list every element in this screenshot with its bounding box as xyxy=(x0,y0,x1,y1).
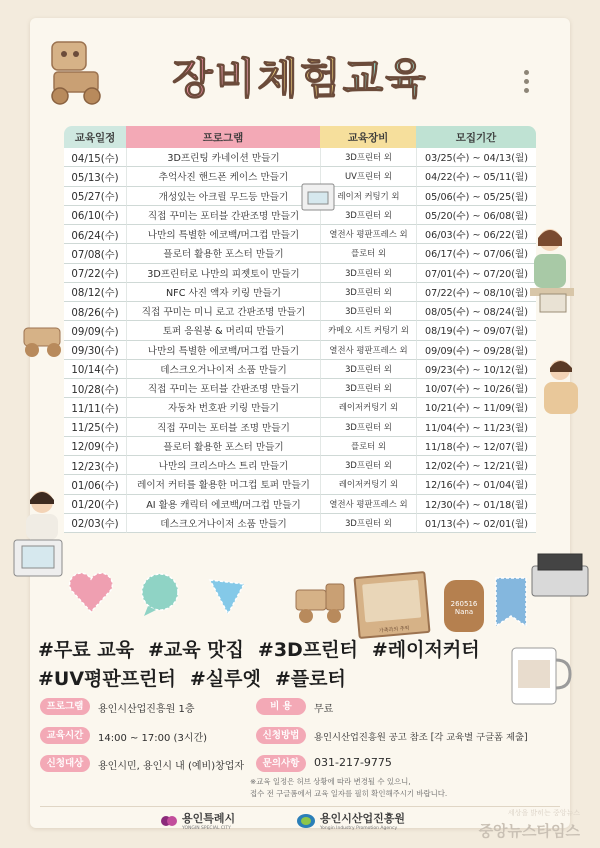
hashtag: #UV평판프린터 xyxy=(38,668,176,690)
row-program: 3D프린팅 카네이션 만들기 xyxy=(126,148,320,167)
row-program: 데스크오거나이저 소품 만들기 xyxy=(126,360,320,379)
row-date: 05/13(수) xyxy=(64,167,126,186)
frame-caption: 가족과의 추억 xyxy=(378,625,410,635)
program-label: 프로그램 xyxy=(40,698,90,715)
row-program: 자동차 번호판 키링 만들기 xyxy=(126,398,320,417)
agency-name-en: Yongin Industry Promotion Agency xyxy=(320,826,398,831)
row-equipment: 카메오 시트 커팅기 외 xyxy=(320,321,416,340)
heart-felt-icon xyxy=(66,570,116,616)
table-row xyxy=(64,283,536,302)
row-recruit-period: 05/06(수) ~ 05/25(월) xyxy=(416,187,536,206)
row-program: 토퍼 응원봉 & 머리띠 만들기 xyxy=(126,321,320,340)
row-date: 04/15(수) xyxy=(64,148,126,167)
row-recruit-period: 07/22(수) ~ 08/10(월) xyxy=(416,283,536,302)
row-recruit-period: 12/16(수) ~ 01/04(월) xyxy=(416,475,536,494)
table-row xyxy=(64,341,536,360)
row-program: AI 활용 캐릭터 에코백/머그컵 만들기 xyxy=(126,495,320,514)
row-recruit-period: 10/07(수) ~ 10/26(월) xyxy=(416,379,536,398)
3d-printer-icon xyxy=(300,182,336,214)
row-date: 01/20(수) xyxy=(64,495,126,514)
table-row xyxy=(64,418,536,437)
row-equipment: 플로터 외 xyxy=(320,437,416,456)
row-recruit-period: 09/09(수) ~ 09/28(월) xyxy=(416,341,536,360)
fee-value: 무료 xyxy=(314,704,334,715)
row-date: 12/09(수) xyxy=(64,437,126,456)
photo-frame xyxy=(353,571,430,639)
row-date: 08/26(수) xyxy=(64,302,126,321)
city-name-en: YONGIN SPECIAL CITY xyxy=(182,826,231,831)
city-name: 용인특례시 xyxy=(182,812,236,825)
row-recruit-period: 12/30(수) ~ 01/18(월) xyxy=(416,495,536,514)
row-date: 11/25(수) xyxy=(64,418,126,437)
row-program: 나만의 특별한 에코백/머그컵 만들기 xyxy=(126,341,320,360)
row-date: 06/24(수) xyxy=(64,225,126,244)
time-value: 14:00 ~ 17:00 (3시간) xyxy=(98,733,208,744)
title-char: 장 xyxy=(172,54,215,103)
table-row xyxy=(64,264,536,283)
row-equipment: 3D프린터 외 xyxy=(320,148,416,167)
title-char: 비 xyxy=(214,54,258,103)
schedule-notice xyxy=(250,776,540,800)
hashtag: #교육 맛집 xyxy=(147,639,244,661)
row-program: 개성있는 아크릴 무드등 만들기 xyxy=(126,187,320,206)
title-char: 험 xyxy=(300,54,343,103)
table-row xyxy=(64,437,536,456)
table-row xyxy=(64,398,536,417)
keyring-line-2: Nana xyxy=(454,608,474,616)
agency-name: 용인시산업진흥원 xyxy=(320,812,406,825)
ribbon-felt-icon xyxy=(494,576,528,628)
watermark xyxy=(479,808,580,841)
row-equipment: 열전사 평판프레스 외 xyxy=(320,495,416,514)
more-options-icon[interactable] xyxy=(524,70,530,97)
row-program: 직접 꾸미는 포터블 간판조명 만들기 xyxy=(126,206,320,225)
row-program: 3D프린터로 나만의 피젯토이 만들기 xyxy=(126,264,320,283)
row-program: 나만의 특별한 에코백/머그컵 만들기 xyxy=(126,225,320,244)
table-row xyxy=(64,360,536,379)
row-program: 데스크오거나이저 소품 만들기 xyxy=(126,514,320,533)
row-equipment: 열전사 평판프레스 외 xyxy=(320,341,416,360)
contact-label: 문의사항 xyxy=(256,755,306,772)
header-program: 프로그램 xyxy=(126,126,320,148)
row-date: 08/12(수) xyxy=(64,283,126,302)
notice-line-2: 접수 전 구글폼에서 교육 일자를 필히 확인해주시기 바랍니다. xyxy=(250,789,448,798)
row-recruit-period: 12/02(수) ~ 12/21(월) xyxy=(416,456,536,475)
footer-divider xyxy=(40,806,560,807)
row-date: 06/10(수) xyxy=(64,206,126,225)
header-recruit-period: 모집기간 xyxy=(416,126,536,148)
target-label: 신청대상 xyxy=(40,755,90,772)
row-recruit-period: 10/21(수) ~ 11/09(월) xyxy=(416,398,536,417)
title-char: 교 xyxy=(342,54,386,103)
row-recruit-period: 08/05(수) ~ 08/24(월) xyxy=(416,302,536,321)
row-recruit-period: 04/22(수) ~ 05/11(월) xyxy=(416,167,536,186)
row-recruit-period: 01/13(수) ~ 02/01(월) xyxy=(416,514,536,533)
header-equipment: 교육장비 xyxy=(320,126,416,148)
row-date: 07/08(수) xyxy=(64,244,126,263)
hashtag: #플로터 xyxy=(274,668,346,690)
woman-laptop-illustration xyxy=(520,222,580,318)
hashtag: #무료 교육 xyxy=(38,639,134,661)
table-row xyxy=(64,475,536,494)
table-header-row xyxy=(64,126,536,148)
row-program: 플로터 활용한 포스터 만들기 xyxy=(126,244,320,263)
row-program: 직접 꾸미는 포터블 간판조명 만들기 xyxy=(126,379,320,398)
row-program: 나만의 크리스마스 트리 만들기 xyxy=(126,456,320,475)
man-crafting-illustration xyxy=(536,356,586,428)
row-date: 01/06(수) xyxy=(64,475,126,494)
notice-line-1: ※교육 일정은 허브 상황에 따라 변경될 수 있으니, xyxy=(250,777,411,786)
row-equipment: 열전사 평판프레스 외 xyxy=(320,225,416,244)
target-value: 용인시민, 용인시 내 (예비)창업자 xyxy=(98,761,245,772)
method-value: 용인시산업진흥원 공고 참조 [각 교육별 구글폼 제출] xyxy=(314,732,528,743)
row-equipment: 3D프린터 외 xyxy=(320,514,416,533)
cursor-felt-icon xyxy=(206,574,248,618)
laser-cutter-illustration xyxy=(528,548,592,602)
row-equipment: 3D프린터 외 xyxy=(320,360,416,379)
row-date: 11/11(수) xyxy=(64,398,126,417)
row-recruit-period: 11/18(수) ~ 12/07(월) xyxy=(416,437,536,456)
title-char: 육 xyxy=(385,54,428,103)
program-value: 용인시산업진흥원 1층 xyxy=(98,704,195,715)
row-recruit-period: 05/20(수) ~ 06/08(월) xyxy=(416,206,536,225)
agency-logo xyxy=(296,810,405,831)
watermark-text: 중앙뉴스타임스 xyxy=(478,822,580,840)
city-emblem-icon xyxy=(160,812,178,830)
row-date: 12/23(수) xyxy=(64,456,126,475)
row-equipment: 3D프린터 외 xyxy=(320,379,416,398)
row-equipment: 레이저 커팅기 외 xyxy=(320,187,416,206)
title-char: 체 xyxy=(257,54,300,103)
row-equipment: 레이저커팅기 외 xyxy=(320,475,416,494)
row-date: 10/28(수) xyxy=(64,379,126,398)
wooden-truck-illustration xyxy=(290,576,350,626)
table-row xyxy=(64,302,536,321)
row-date: 02/03(수) xyxy=(64,514,126,533)
table-row xyxy=(64,321,536,340)
table-row xyxy=(64,225,536,244)
table-row xyxy=(64,514,536,533)
row-date: 09/30(수) xyxy=(64,341,126,360)
row-program: 추억사진 핸드폰 케이스 만들기 xyxy=(126,167,320,186)
row-recruit-period: 06/03(수) ~ 06/22(월) xyxy=(416,225,536,244)
row-recruit-period: 03/25(수) ~ 04/13(월) xyxy=(416,148,536,167)
row-equipment: 3D프린터 외 xyxy=(320,283,416,302)
row-program: NFC 사진 액자 키링 만들기 xyxy=(126,283,320,302)
contact-value: 031-217-9775 xyxy=(314,756,392,769)
hashtag: #레이저커터 xyxy=(371,639,480,661)
table-row xyxy=(64,456,536,475)
row-recruit-period: 06/17(수) ~ 07/06(월) xyxy=(416,244,536,263)
speech-bubble-felt-icon xyxy=(134,572,186,618)
row-program: 직접 꾸미는 포터블 조명 만들기 xyxy=(126,418,320,437)
time-label: 교육시간 xyxy=(40,727,90,744)
row-program: 플로터 활용한 포스터 만들기 xyxy=(126,437,320,456)
row-date: 10/14(수) xyxy=(64,360,126,379)
header-date: 교육일정 xyxy=(64,126,126,148)
row-recruit-period: 11/04(수) ~ 11/23(월) xyxy=(416,418,536,437)
page-title xyxy=(0,46,600,106)
method-label: 신청방법 xyxy=(256,727,306,744)
fee-label: 비 용 xyxy=(256,698,306,715)
city-logo xyxy=(160,810,235,831)
row-recruit-period: 08/19(수) ~ 09/07(월) xyxy=(416,321,536,340)
row-recruit-period: 09/23(수) ~ 10/12(월) xyxy=(416,360,536,379)
agency-emblem-icon xyxy=(296,812,316,830)
row-program: 직접 꾸미는 미니 로고 간판조명 만들기 xyxy=(126,302,320,321)
hashtag: #3D프린터 xyxy=(257,639,358,661)
row-date: 05/27(수) xyxy=(64,187,126,206)
hashtag-list xyxy=(38,636,558,694)
row-equipment: 3D프린터 외 xyxy=(320,418,416,437)
table-row xyxy=(64,148,536,167)
table-row xyxy=(64,495,536,514)
wooden-car-illustration xyxy=(18,316,72,360)
keyring-tag xyxy=(444,580,484,632)
row-recruit-period: 07/01(수) ~ 07/20(월) xyxy=(416,264,536,283)
table-row xyxy=(64,379,536,398)
row-equipment: 레이저커팅기 외 xyxy=(320,398,416,417)
keyring-line-1: 260516 xyxy=(450,600,478,608)
row-date: 07/22(수) xyxy=(64,264,126,283)
row-equipment: UV프린터 외 xyxy=(320,167,416,186)
row-equipment: 3D프린터 외 xyxy=(320,206,416,225)
row-date: 09/09(수) xyxy=(64,321,126,340)
row-equipment: 3D프린터 외 xyxy=(320,264,416,283)
hashtag: #실루엣 xyxy=(189,668,261,690)
watermark-tagline: 세상을 밝히는 중앙뉴스 xyxy=(507,809,580,817)
row-equipment: 3D프린터 외 xyxy=(320,302,416,321)
row-equipment: 3D프린터 외 xyxy=(320,456,416,475)
row-equipment: 플로터 외 xyxy=(320,244,416,263)
table-row xyxy=(64,244,536,263)
row-program: 레이저 커터를 활용한 머그컵 토퍼 만들기 xyxy=(126,475,320,494)
